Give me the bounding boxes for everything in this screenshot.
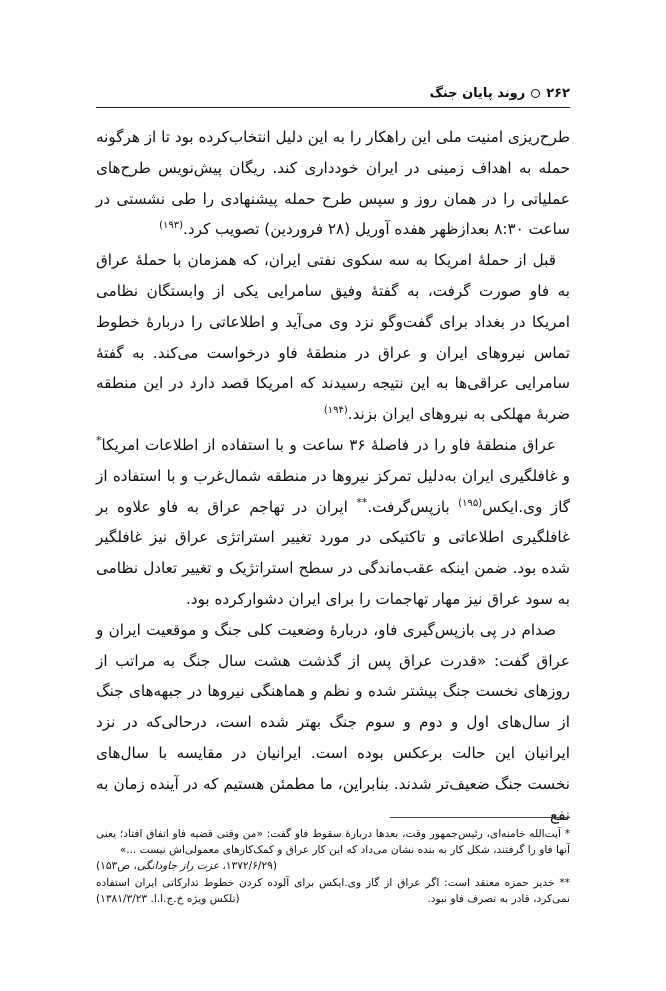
paragraph-text: قبل از حملهٔ امریکا به سه سکوی نفتی ایران، که همزمان با حملهٔ عراق به فاو صورت گرفت، به گفتهٔ وفیق سامرایی یکی از وابستگان نظامی امریکا در بغداد برای گفت‌وگو نزد وی می‌آید و اطلاعاتی را دربارهٔ خطوط تماس نیروهای ایران و عراق در منطقهٔ فاو درخواست می‌کند. به گفتهٔ سامرایی عراقی‌ها به این نتیجه رسیدند که امریکا قصد دارد در این منطقه ضربهٔ مهلکی به نیروهای ایران بزند.: [96, 251, 570, 424]
footnote-marker: **: [356, 495, 368, 509]
page-number: ۲۶۲: [546, 85, 570, 101]
source-date: (۱۳۷۲/۶/۲۹،: [219, 860, 277, 873]
paragraph-1: [96, 122, 570, 245]
paragraph-2: [96, 245, 570, 430]
footnote-rule: [390, 817, 570, 818]
paragraph-text: صدام در پی بازپس‌گیری فاو، دربارهٔ وضعیت کلی جنگ و موقعیت ایران و عراق گفت: «قدرت عراق پس از گذشت هشت سال جنگ به مراتب از روزهای نخست جنگ بیشتر شده و نظم و هماهنگی نیروها در جبهه‌های جنگ از سال‌های اول و دوم و سوم جنگ بهتر شده است، درحالی‌که در نزد ایرانیان این حالت برعکس بوده است. ایرانیان در مقایسه با سال‌های نخست جنگ ضعیف‌تر شدند. بنابراین، ما مطمئن هستیم که در آینده زمان به نفع: [96, 620, 570, 824]
source-page: ، ص۱۵۳): [96, 860, 137, 873]
reference-number: (۱۹۳): [159, 220, 184, 232]
footnote-marker: *: [96, 433, 102, 447]
reference-number: (۱۹۵): [458, 497, 483, 509]
footnotes: [96, 826, 570, 908]
paragraph-text: طرح‌ریزی امنیت ملی این راهکار را به این دلیل انتخاب‌کرده بود تا از هرگونه حمله به اهداف زمینی در ایران خودداری کند. ریگان پیش‌نویس طرح‌های عملیاتی را در همان روز و سپس طرح حمله پیشنهادی را طی نشستی در ساعت ۸:۳۰ بعدازظهر هفده آوریل (۲۸ فروردین) تصویب کرد.: [96, 128, 570, 239]
footnote-source: [96, 858, 277, 874]
reference-number: (۱۹۴): [323, 405, 348, 417]
paragraph-text: و غافلگیری ایران به‌دلیل تمرکز نیروها در منطقه شمال‌غرب و با استفاده از گاز وی.ایکس: [96, 466, 570, 516]
paragraph-text: عراق منطقهٔ فاو را در فاصلهٔ ۳۶ ساعت و با استفاده از اطلاعات امریکا: [101, 435, 556, 454]
footnote-text: ** خدیر حمزه معتقد است: اگر عراق از گاز وی.ایکس برای آلوده کردن خطوط تدارکاتی ایران استفاده نمی‌کرد، قادر به تصرف فاو نبود.: [96, 876, 570, 905]
header-rule: [96, 107, 570, 108]
paragraph-text: بازپس‌گرفت.: [367, 497, 459, 516]
footnote-text: * آیت‌الله خامنه‌ای، رئیس‌جمهور وقت، بعدها دربارهٔ سقوط فاو گفت: «من وقتی قضیه فاو اتفاق افتاد؛ یعنی آنها فاو را گرفتند، شکل کار به بنده نشان می‌داد که این کار عراق و کمک‌کارهای معمولی‌اش نیست ...»: [96, 828, 570, 857]
paragraph-text: ایران در تهاجم عراق به فاو علاوه بر غافلگیری اطلاعاتی و تاکتیکی در مورد تغییر استراتژی عراق نیز غافلگیر شده بود. ضمن اینکه عقب‌ماندگی در سطح استراتژیک و تغییر تعادل نظامی به سود عراق نیز مهار تهاجمات را برای ایران دشوارکرده بود.: [96, 497, 570, 608]
body-text: [96, 122, 570, 830]
footnote-2: [96, 875, 570, 907]
footnote-source: (تلکس ویژه خ.ج.ا.ا. ۱۳۸۱/۳/۲۳): [96, 892, 240, 905]
source-title: عزت راز جاودانگی: [136, 860, 220, 873]
footnote-1: [96, 826, 570, 873]
running-title: روند پایان جنگ: [429, 85, 526, 101]
circle-separator-icon: [531, 89, 540, 98]
paragraph-3: [96, 430, 570, 615]
running-header: [96, 82, 570, 104]
paragraph-4: [96, 615, 570, 831]
